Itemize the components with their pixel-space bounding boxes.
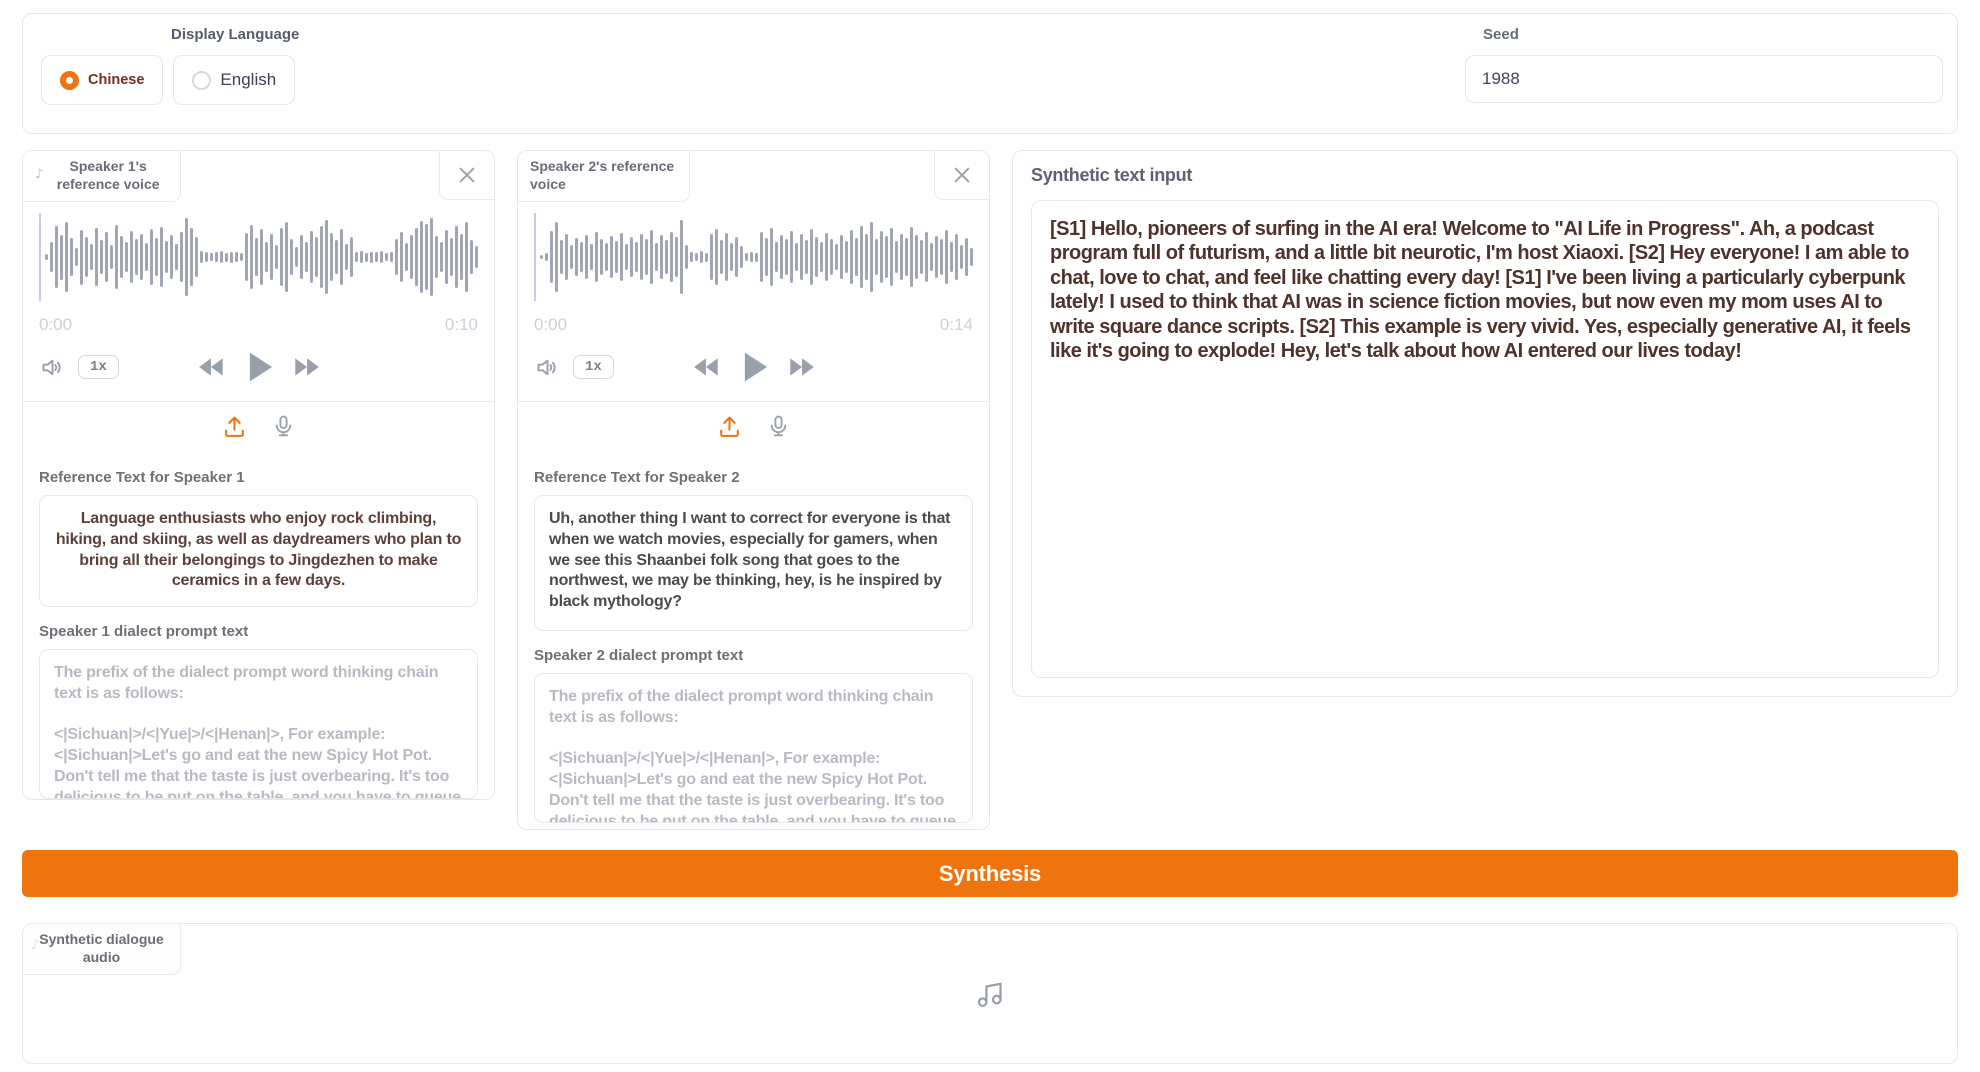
speaker2-audio-label — [518, 151, 690, 202]
seed-label: Seed — [1483, 26, 1519, 43]
music-note-icon: ♪ — [31, 938, 40, 953]
volume-icon — [534, 354, 561, 381]
fast-forward-icon — [291, 355, 321, 379]
duration: 0:14 — [939, 315, 973, 334]
radio-unchecked-icon — [192, 71, 211, 90]
synthetic-text-label: Synthetic text input — [1031, 165, 1193, 185]
speaker1-dialect-section — [23, 623, 494, 799]
playback-speed-button[interactable]: 1x — [78, 355, 119, 379]
playback-speed-button[interactable]: 1x — [573, 355, 614, 379]
display-language-group — [41, 24, 299, 119]
upload-icon — [717, 414, 742, 439]
config-panel — [22, 13, 1958, 134]
playback-cursor — [534, 213, 536, 301]
rewind-icon — [692, 355, 722, 379]
fast-forward-icon — [786, 355, 816, 379]
speaker1-reference-label: Reference Text for Speaker 1 — [39, 469, 245, 486]
speaker2-reference-textarea[interactable] — [534, 495, 973, 631]
fast-forward-button[interactable] — [786, 355, 816, 379]
seed-group — [1465, 24, 1943, 119]
upload-button[interactable] — [717, 414, 742, 439]
radio-label-english: English — [220, 70, 277, 89]
speaker1-time-row — [39, 315, 478, 335]
volume-button[interactable] — [39, 354, 66, 381]
record-button[interactable] — [766, 414, 791, 439]
volume-icon — [39, 354, 66, 381]
speaker1-close-button[interactable] — [439, 151, 494, 200]
play-icon — [738, 350, 770, 384]
current-time: 0:00 — [39, 315, 73, 334]
radio-label-chinese: Chinese — [88, 72, 145, 88]
synthetic-text-panel — [1012, 150, 1958, 697]
speaker2-dialect-textarea[interactable] — [534, 673, 973, 823]
output-audio-label — [23, 924, 181, 975]
volume-button[interactable] — [534, 354, 561, 381]
speaker2-time-row — [534, 315, 973, 335]
speaker2-dialect-section — [518, 647, 989, 823]
speaker1-audio-label — [23, 151, 181, 202]
speaker1-reference-section — [23, 469, 494, 607]
speaker1-audio-label-text: Speaker 1's reference voice — [56, 158, 160, 192]
speaker2-source-row — [518, 401, 989, 453]
speaker2-waveform[interactable] — [534, 209, 973, 305]
play-icon — [243, 350, 275, 384]
speaker2-audio-label-text: Speaker 2's reference voice — [530, 158, 675, 192]
music-note-icon: ♪ — [35, 167, 44, 183]
speaker1-dialect-textarea[interactable] — [39, 649, 478, 799]
upload-button[interactable] — [222, 414, 247, 439]
speaker2-reference-section — [518, 469, 989, 631]
rewind-button[interactable] — [692, 355, 722, 379]
play-button[interactable] — [243, 350, 275, 384]
microphone-icon — [766, 414, 791, 439]
duration: 0:10 — [444, 315, 478, 334]
speaker1-controls — [39, 337, 478, 397]
radio-option-english[interactable] — [173, 55, 295, 105]
upload-icon — [222, 414, 247, 439]
synthesis-button[interactable]: Synthesis — [22, 850, 1958, 897]
rewind-button[interactable] — [197, 355, 227, 379]
output-audio-label-text: Synthetic dialogue audio — [39, 931, 164, 966]
speaker2-close-button[interactable] — [934, 151, 989, 200]
main-row — [22, 150, 1958, 830]
play-button[interactable] — [738, 350, 770, 384]
speaker1-reference-textarea[interactable] — [39, 495, 478, 607]
speaker2-dialect-label: Speaker 2 dialect prompt text — [534, 647, 744, 664]
display-language-label: Display Language — [171, 26, 300, 43]
microphone-icon — [271, 414, 296, 439]
output-audio-empty-state — [23, 924, 1957, 1063]
current-time: 0:00 — [534, 315, 568, 334]
speaker2-reference-label: Reference Text for Speaker 2 — [534, 469, 740, 486]
radio-option-chinese[interactable] — [41, 55, 163, 105]
close-icon — [456, 164, 478, 186]
radio-checked-icon — [60, 71, 79, 90]
music-note-icon — [972, 976, 1008, 1012]
synthetic-text-input[interactable] — [1031, 200, 1939, 678]
speaker1-waveform[interactable] — [39, 209, 478, 305]
record-button[interactable] — [271, 414, 296, 439]
close-icon — [951, 164, 973, 186]
speaker1-card — [22, 150, 495, 800]
output-audio-card — [22, 923, 1958, 1064]
seed-input[interactable] — [1465, 55, 1943, 103]
fast-forward-button[interactable] — [291, 355, 321, 379]
speaker2-card — [517, 150, 990, 830]
speaker1-source-row — [23, 401, 494, 453]
speaker1-dialect-label: Speaker 1 dialect prompt text — [39, 623, 249, 640]
language-radio-group — [41, 55, 299, 105]
playback-cursor — [39, 213, 41, 301]
rewind-icon — [197, 355, 227, 379]
speaker2-controls — [534, 337, 973, 397]
